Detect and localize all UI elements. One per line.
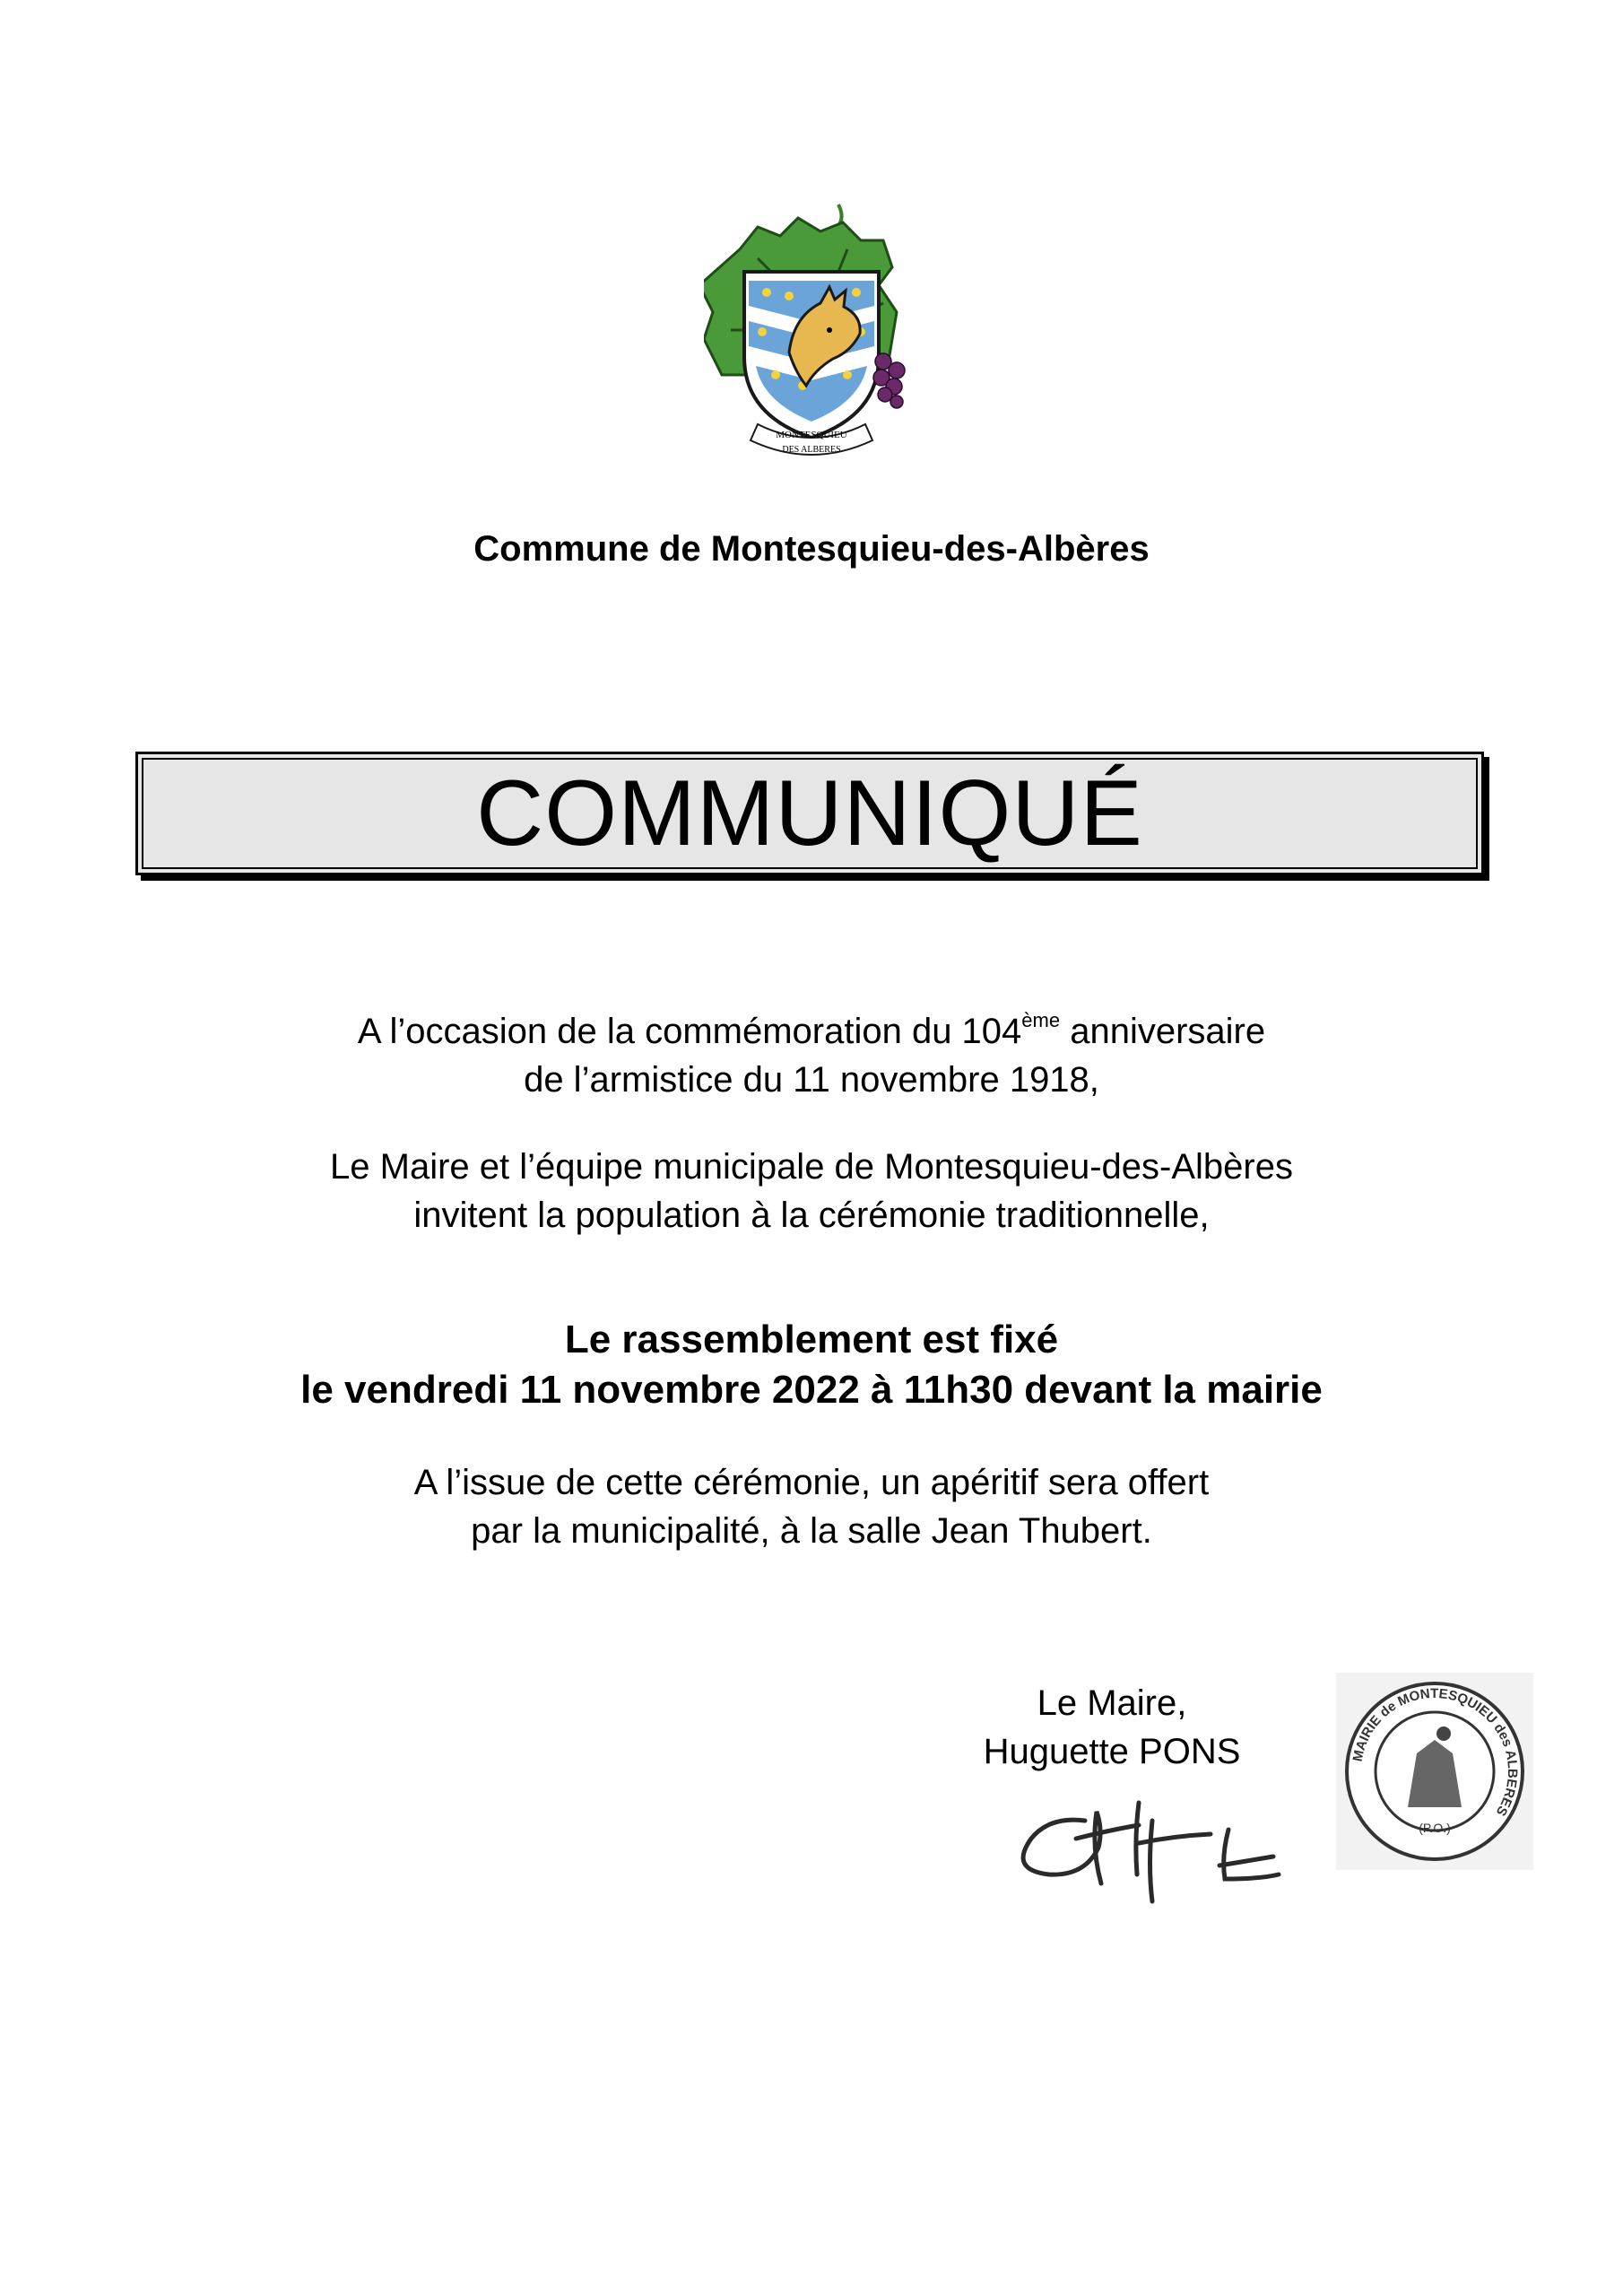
commune-heading: Commune de Montesquieu-des-Albères [473,529,1150,569]
communique-banner [135,752,1484,875]
intro-line-1: A l’occasion de la commémoration du 104ème anniversaire [357,1009,1266,1051]
invitation-line-1: Le Maire et l’équipe municipale de Montesquieu-des-Albères [330,1147,1293,1187]
signatory-name: Huguette PONS [983,1732,1241,1771]
aperitif-line-2: par la municipalité, à la salle Jean Thubert. [471,1511,1152,1551]
handwritten-signature [1004,1785,1309,1910]
rassemblement-line-2: le vendredi 11 novembre 2022 à 11h30 devant la mairie [300,1368,1323,1412]
svg-text:(P.O.): (P.O.) [1419,1821,1451,1835]
svg-text:MAIRIE de MONTESQUIEU des ALBE: MAIRIE de MONTESQUIEU des ALBERES [1350,1685,1521,1819]
banner-title: COMMUNIQUÉ [476,761,1143,865]
invitation-line-2: invitent la population à la cérémonie traditionnelle, [413,1196,1210,1235]
aperitif-line-1: A l’issue de cette cérémonie, un apéritif sera offert [413,1463,1210,1502]
mairie-stamp [1336,1673,1533,1870]
svg-text:MONTESQUIEU: MONTESQUIEU [776,430,847,440]
intro-line-2: de l’armistice du 11 novembre 1918, [524,1060,1099,1100]
svg-text:DES ALBERES: DES ALBERES [782,445,841,455]
commune-crest-logo [704,196,919,465]
rassemblement-line-1: Le rassemblement est fixé [564,1318,1059,1361]
signatory-role: Le Maire, [1037,1683,1187,1723]
signatory-block [950,1679,1273,1776]
